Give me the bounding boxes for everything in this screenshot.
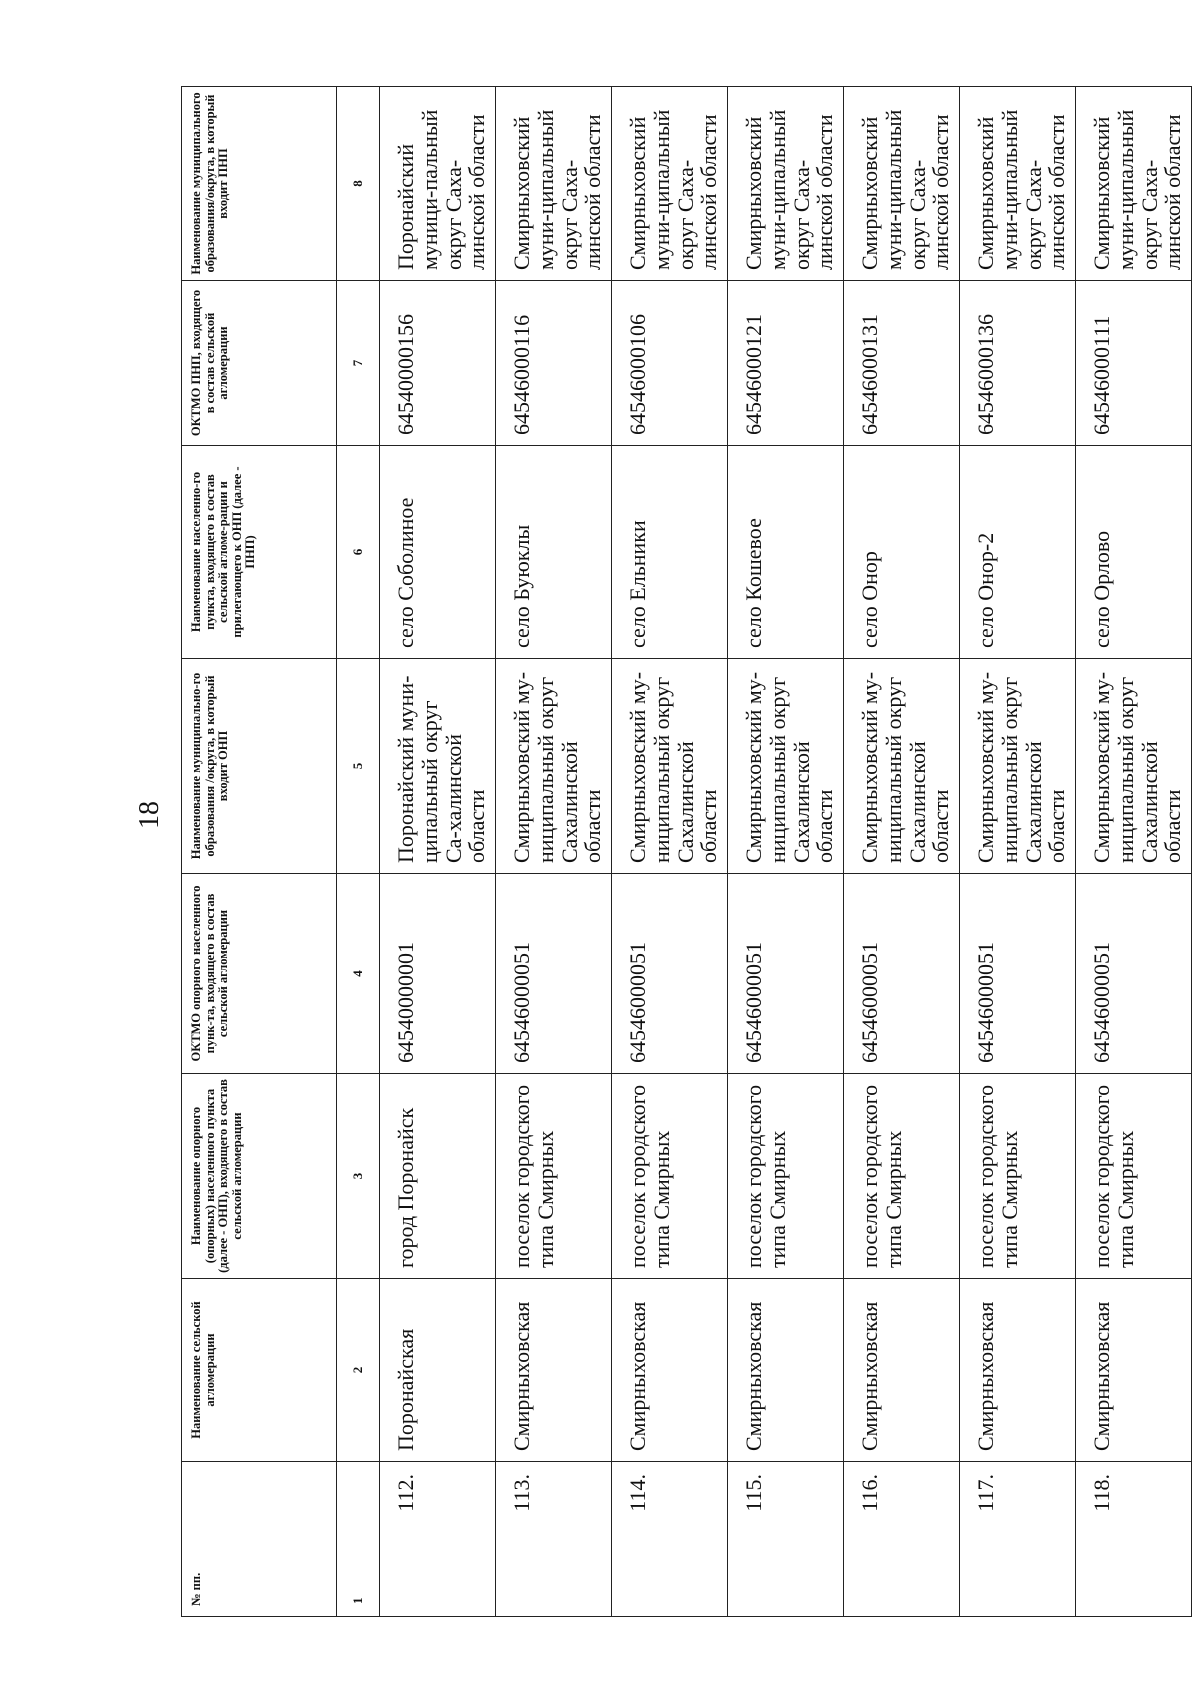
table-row	[728, 87, 844, 1617]
pnp-oktmo-cell: 64546000131	[844, 281, 960, 446]
table-row	[960, 87, 1076, 1617]
row-number-cell: 116.	[844, 1462, 960, 1617]
pnp-name-cell: село Онор-2	[960, 446, 1076, 659]
onp-name-cell: город Поронайск	[380, 1074, 496, 1279]
column-number: 2	[337, 1279, 380, 1462]
page-number: 18	[134, 801, 165, 829]
pnp-name-cell: село Соболиное	[380, 446, 496, 659]
agglomeration-name-cell: Смирныховская	[960, 1279, 1076, 1462]
onp-municipality-cell: Смирныховский му-ниципальный округ Сахалинской области	[844, 659, 960, 874]
column-number: 5	[337, 659, 380, 874]
table-row	[496, 87, 612, 1617]
pnp-oktmo-cell: 64546000136	[960, 281, 1076, 446]
pnp-oktmo-cell: 64546000106	[612, 281, 728, 446]
pnp-municipality-cell: Смирныховский муни-ципальный округ Саха-линской области	[612, 87, 728, 281]
table-container	[181, 87, 1186, 1617]
column-number: 3	[337, 1074, 380, 1279]
agglomeration-table	[181, 86, 1192, 1617]
agglomeration-name-cell: Смирныховская	[844, 1279, 960, 1462]
pnp-municipality-cell: Поронайский муници-пальный округ Саха-линской области	[380, 87, 496, 281]
header-row	[182, 87, 337, 1617]
row-number-cell: 118.	[1076, 1462, 1192, 1617]
row-number-cell: 117.	[960, 1462, 1076, 1617]
onp-municipality-cell: Поронайский муни-ципальный округ Са-халинской области	[380, 659, 496, 874]
pnp-oktmo-cell: 64540000156	[380, 281, 496, 446]
table-row	[380, 87, 496, 1617]
agglomeration-name-cell: Смирныховская	[1076, 1279, 1192, 1462]
pnp-municipality-cell: Смирныховский муни-ципальный округ Саха-линской области	[496, 87, 612, 281]
column-number: 1	[337, 1462, 380, 1617]
onp-name-cell: поселок городского типа Смирных	[612, 1074, 728, 1279]
header-cell: ОКТМО опорного населенного пунк-та, входящего в состав сельской агломерации	[182, 874, 337, 1074]
header-cell: Наименование населенно-го пункта, входящего в состав сельской агломе-рации и прилегающего к ОНП (далее - ПНП)	[182, 446, 337, 659]
onp-oktmo-cell: 64540000001	[380, 874, 496, 1074]
header-cell: Наименование сельской агломерации	[182, 1279, 337, 1462]
onp-oktmo-cell: 64546000051	[496, 874, 612, 1074]
pnp-oktmo-cell: 64546000116	[496, 281, 612, 446]
header-cell: ОКТМО ПНП, входящего в состав сельской агломерации	[182, 281, 337, 446]
header-cell: Наименование муниципально-го образования /округа, в который входит ОНП	[182, 659, 337, 874]
table-row	[1076, 87, 1192, 1617]
column-number-row	[337, 87, 380, 1617]
row-number-cell: 114.	[612, 1462, 728, 1617]
onp-municipality-cell: Смирныховский му-ниципальный округ Сахалинской области	[496, 659, 612, 874]
pnp-municipality-cell: Смирныховский муни-ципальный округ Саха-линской области	[1076, 87, 1192, 281]
onp-municipality-cell: Смирныховский му-ниципальный округ Сахалинской области	[960, 659, 1076, 874]
column-number: 8	[337, 87, 380, 281]
column-number: 4	[337, 874, 380, 1074]
agglomeration-name-cell: Смирныховская	[728, 1279, 844, 1462]
onp-municipality-cell: Смирныховский му-ниципальный округ Сахалинской области	[728, 659, 844, 874]
column-number: 7	[337, 281, 380, 446]
row-number-cell: 112.	[380, 1462, 496, 1617]
header-cell: Наименование опорного (опорных) населенного пункта (далее - ОНП), входящего в состав сельской агломерации	[182, 1074, 337, 1279]
onp-oktmo-cell: 64546000051	[960, 874, 1076, 1074]
column-number: 6	[337, 446, 380, 659]
agglomeration-name-cell: Поронайская	[380, 1279, 496, 1462]
onp-municipality-cell: Смирныховский му-ниципальный округ Сахалинской области	[612, 659, 728, 874]
onp-name-cell: поселок городского типа Смирных	[728, 1074, 844, 1279]
pnp-name-cell: село Онор	[844, 446, 960, 659]
table-row	[612, 87, 728, 1617]
pnp-oktmo-cell: 64546000111	[1076, 281, 1192, 446]
pnp-oktmo-cell: 64546000121	[728, 281, 844, 446]
onp-oktmo-cell: 64546000051	[612, 874, 728, 1074]
pnp-name-cell: село Ельники	[612, 446, 728, 659]
pnp-municipality-cell: Смирныховский муни-ципальный округ Саха-линской области	[960, 87, 1076, 281]
pnp-name-cell: село Буюклы	[496, 446, 612, 659]
pnp-name-cell: село Орлово	[1076, 446, 1192, 659]
onp-oktmo-cell: 64546000051	[1076, 874, 1192, 1074]
onp-name-cell: поселок городского типа Смирных	[496, 1074, 612, 1279]
header-cell: № пп.	[182, 1462, 337, 1617]
pnp-name-cell: село Кошевое	[728, 446, 844, 659]
table-row	[844, 87, 960, 1617]
onp-name-cell: поселок городского типа Смирных	[960, 1074, 1076, 1279]
row-number-cell: 113.	[496, 1462, 612, 1617]
header-cell: Наименование муниципального образования/округа, в который входит ПНП	[182, 87, 337, 281]
pnp-municipality-cell: Смирныховский муни-ципальный округ Саха-линской области	[844, 87, 960, 281]
row-number-cell: 115.	[728, 1462, 844, 1617]
onp-municipality-cell: Смирныховский му-ниципальный округ Сахалинской области	[1076, 659, 1192, 874]
agglomeration-name-cell: Смирныховская	[612, 1279, 728, 1462]
onp-name-cell: поселок городского типа Смирных	[844, 1074, 960, 1279]
onp-name-cell: поселок городского типа Смирных	[1076, 1074, 1192, 1279]
onp-oktmo-cell: 64546000051	[844, 874, 960, 1074]
agglomeration-name-cell: Смирныховская	[496, 1279, 612, 1462]
onp-oktmo-cell: 64546000051	[728, 874, 844, 1074]
pnp-municipality-cell: Смирныховский муни-ципальный округ Саха-линской области	[728, 87, 844, 281]
